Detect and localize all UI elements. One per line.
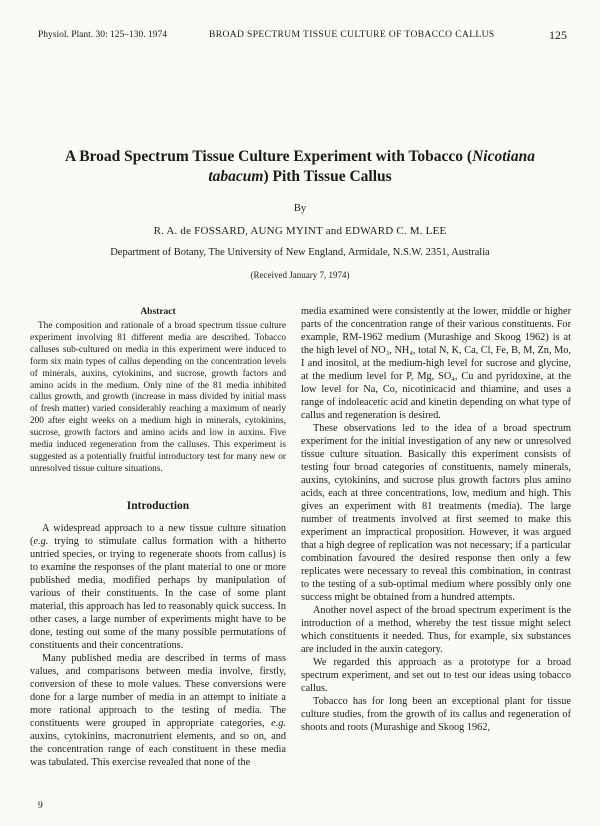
running-title: BROAD SPECTRUM TISSUE CULTURE OF TOBACCO CALLUS: [209, 30, 495, 40]
title-text: A Broad Spectrum Tissue Culture Experiment with Tobacco (: [65, 148, 473, 165]
title-italic-genus: Nicotiana: [472, 148, 535, 165]
right-paragraph-2: These observations led to the idea of a broad spectrum experiment for the initial investigation of any new or unresolved tissue culture situation. Basically this experiment consists of testing four broad categories of constituents, namely minerals, auxins, cytokinins, and sucrose plus growth factors plus amino acids, each at three concentrations, low, medium and high. This gives an experiment with 81 treatments (media). The large number of treatments involved at first seemed to make this experiment an impractical proposition. However, it was argued that a high degree of replication was not necessary; if a particular combination favoured the desired response then only a few replicates were necessary to reveal this combination, in contrast to the testing of a sub-optimal medium where possibly only one success might be obtained from a hundred attempts.: [301, 423, 571, 603]
abstract-paragraph: The composition and rationale of a broad spectrum tissue culture experiment involving 81 different media are described. Tobacco calluses sub-cultured on media in this experiment were induced to form six main types of callus depending on the concentration levels of minerals, auxins, cytokinins, and sucrose, growth factors and amino acids in the medium. Only nine of the 81 media inhibited callus growth, and growth (increase in mass divided by initial mass of fresh matter) varied considerably reaching a maximum of nearly 200 after eight weeks on a medium high in minerals, cytokinins, sucrose, growth factors and amino acids and low in auxins. Five media induced regeneration from the calluses. This experiment is suggested as a potentially fruitful introductory test for many new or unresolved tissue culture situations.: [30, 321, 286, 474]
right-paragraph-4: We regarded this approach as a prototype for a broad spectrum experiment, and set out to test our ideas using tobacco callus.: [301, 657, 571, 694]
page-number: 125: [549, 28, 567, 42]
abstract-heading: Abstract: [140, 307, 176, 317]
right-paragraph-5: Tobacco has for long been an exceptional plant for tissue culture studies, from the growth of its callus and regeneration of shoots and roots (Murashige and Skoog 1962,: [301, 696, 571, 733]
article-title: [40, 147, 560, 187]
introduction-column: [30, 522, 286, 769]
journal-citation: Physiol. Plant. 30: 125–130. 1974: [38, 30, 168, 40]
authors: R. A. de FOSSARD, AUNG MYINT and EDWARD C. M. LEE: [153, 225, 447, 237]
footnote-marker: 9: [38, 801, 43, 811]
right-paragraph-1: media examined were consistently at the lower, middle or higher parts of the concentration range of their various constituents. For example, RM-1962 medium (Murashige and Skoog 1962) is at the high level of NO₃, NH₄, total N, K, Ca, Cl, Fe, B, M, Zn, Mo, I and inositol, at the medium-high level for sucrose and glycine, at the medium level for P, Mg, SO₄, Cu and pyridoxine, at the low level for Na, Co, nicotinicacid and thiamine, and uses a range of indoleacetic acid and kinetin depending on what type of callus and regeneration is desired.: [301, 306, 571, 421]
title-italic-species: tabacum: [208, 168, 264, 185]
abstract-text: [30, 321, 286, 476]
introduction-heading: Introduction: [126, 500, 190, 512]
title-end: ) Pith Tissue Callus: [263, 168, 392, 185]
received-date: (Received January 7, 1974): [250, 270, 350, 280]
by-line: By: [293, 203, 307, 214]
intro-paragraph-2: Many published media are described in terms of mass values, and comparisons between media involve, firstly, conversion of these to mole values. These conversions were done for a large number of media in an attempt to initiate a more rational approach to the testing of media. The constituents were grouped in appropriate categories, e.g. auxins, cytokinins, macronutrient elements, and so on, and the concentration range of each constituent in these media was tabulated. This exercise revealed that none of the: [30, 653, 286, 768]
right-paragraph-3: Another novel aspect of the broad spectrum experiment is the introduction of a method, whereby the test tissue might select which constituents it needed. Thus, for example, six substances are included in the auxin category.: [301, 605, 571, 655]
affiliation: Department of Botany, The University of New England, Armidale, N.S.W. 2351, Australia: [110, 247, 490, 258]
right-column: [301, 305, 571, 734]
intro-paragraph-1: A widespread approach to a new tissue culture situation (e.g. trying to stimulate callus formation with a hitherto untried species, or trying to regenerate shoots from callus) is to examine the responses of the plant material to one or more published media, modified perhaps by manipulation of various of their constituents. In the case of some plant material, this approach has led to reasonably quick success. In other cases, a large number of experiments might have to be done, testing out some of the many possible permutations of constituents and their concentrations.: [30, 523, 286, 651]
